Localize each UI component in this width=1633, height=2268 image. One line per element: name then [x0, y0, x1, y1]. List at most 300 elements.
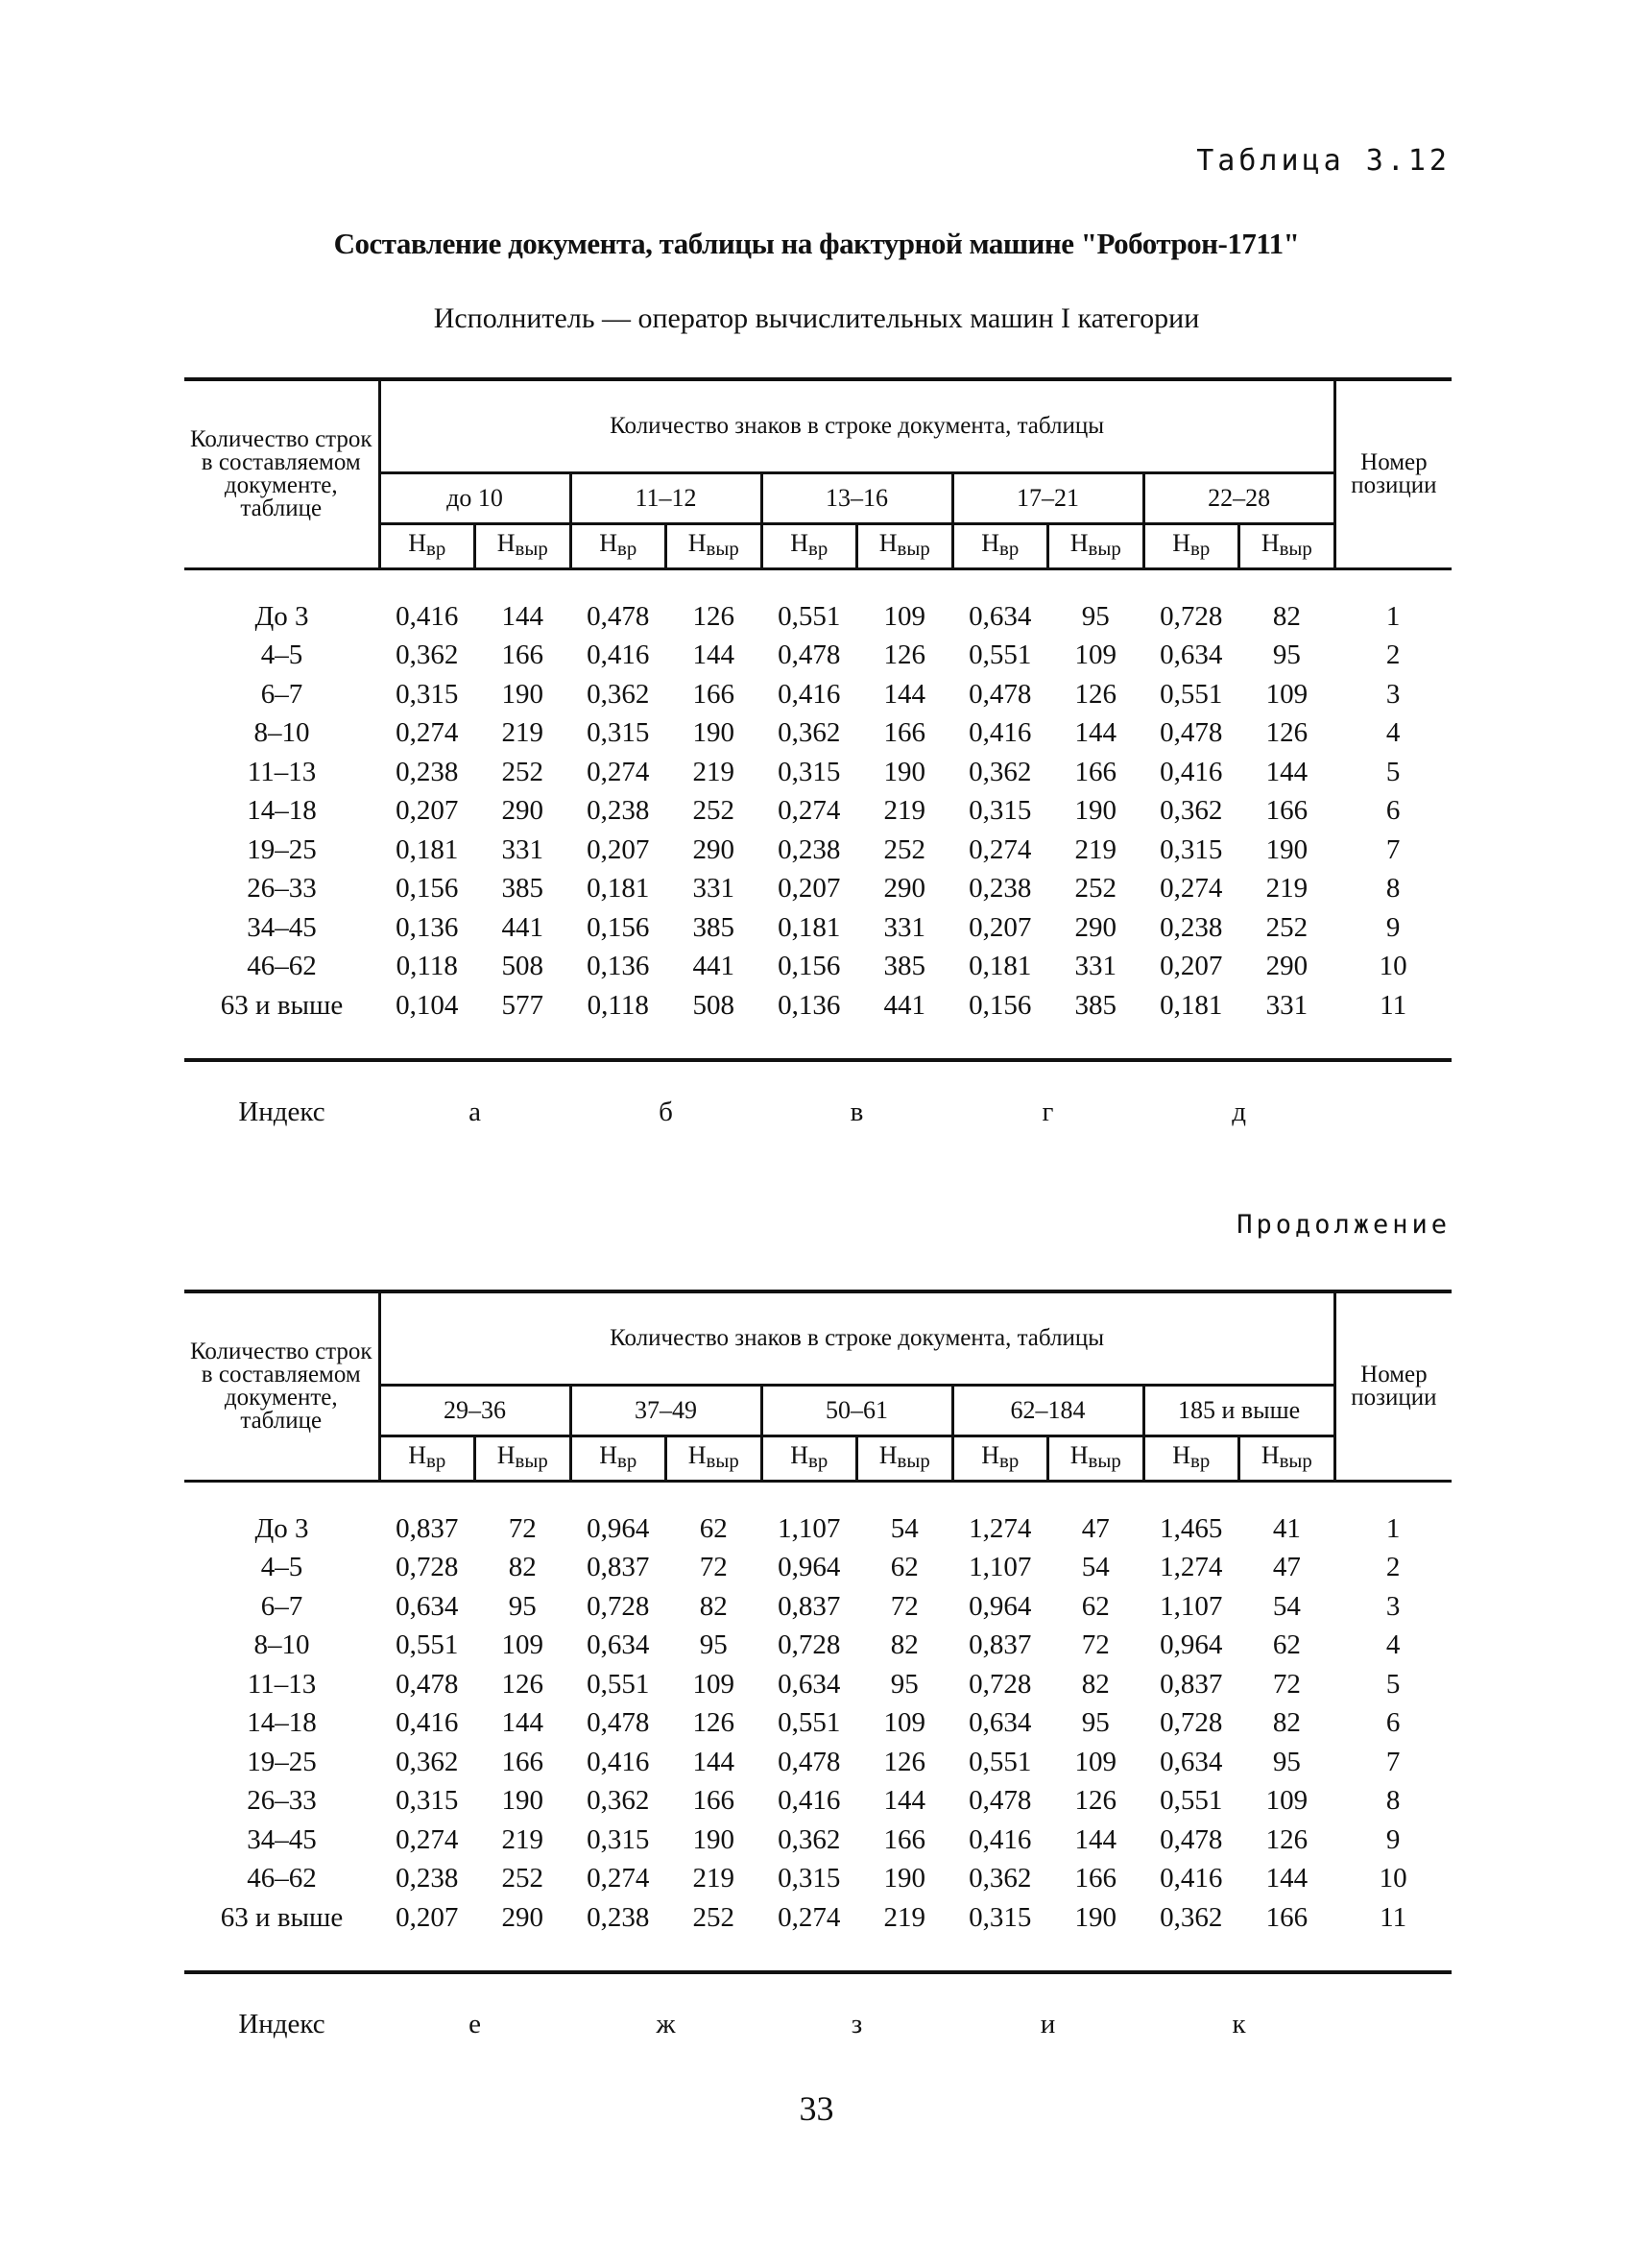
norm-output-cell: 126 [692, 1707, 734, 1739]
norm-time-header-subscript: вр [999, 538, 1020, 560]
row-label: 4–5 [260, 639, 303, 671]
norm-time-cell: 0,634 [969, 600, 1032, 632]
table-row [184, 792, 1452, 832]
norm-output-header [1048, 1436, 1144, 1482]
row-label: 8–10 [253, 1629, 310, 1661]
norm-output-cell: 385 [1048, 986, 1144, 1060]
norm-output-header-letter: Н [496, 529, 516, 557]
index-letter: а [468, 1097, 481, 1127]
norm-output-cell: 144 [883, 1785, 925, 1817]
norm-time-header [570, 524, 666, 569]
index-row [184, 1972, 1452, 2059]
norm-output-header-subscript: выр [897, 1450, 930, 1472]
norm-output-header-letter: Н [878, 529, 898, 557]
norm-output-header-subscript: выр [897, 538, 930, 560]
row-label: 63 и выше [184, 1898, 379, 1972]
row-label: 19–25 [247, 833, 317, 865]
norm-output-cell: 126 [883, 639, 925, 671]
norm-time-cell: 0,136 [761, 986, 857, 1060]
row-label: 4–5 [260, 1552, 303, 1583]
norm-time-cell: 1,465 [1160, 1512, 1223, 1544]
rows-count-header: Количество строк в составляемом документе, таблице [184, 1291, 379, 1482]
norm-time-header-letter: Н [790, 1441, 809, 1469]
table-row [184, 1743, 1452, 1782]
position-number: 7 [1385, 1746, 1401, 1777]
row-label: 26–33 [247, 873, 317, 905]
norm-time-header-subscript: вр [999, 1450, 1020, 1472]
norm-output-cell: 252 [1265, 911, 1309, 943]
chars-range-header: 29–36 [379, 1386, 570, 1436]
norm-output-cell: 82 [890, 1629, 919, 1661]
header-row [184, 379, 1452, 473]
norm-output-cell: 331 [1074, 951, 1117, 982]
norm-output-cell: 72 [1272, 1668, 1301, 1700]
norm-output-cell: 144 [883, 678, 925, 710]
norm-time-cell: 0,728 [396, 1552, 459, 1583]
table-row [184, 870, 1452, 909]
row-label: 34–45 [247, 1823, 317, 1855]
norm-output-cell: 166 [501, 639, 543, 671]
norm-time-cell: 0,315 [587, 717, 650, 749]
norm-output-cell: 41 [1272, 1512, 1301, 1544]
norm-time-header [952, 1436, 1048, 1482]
norm-output-cell: 290 [883, 873, 925, 905]
index-letter: б [659, 1097, 673, 1127]
norm-output-cell: 290 [1074, 911, 1117, 943]
norm-time-cell: 0,156 [396, 873, 459, 905]
norm-time-cell: 0,551 [778, 1707, 841, 1739]
table-row [184, 1665, 1452, 1704]
norm-time-cell: 1,107 [969, 1552, 1032, 1583]
norm-time-cell: 0,478 [1160, 717, 1223, 749]
norm-output-header-subscript: выр [1088, 538, 1121, 560]
norm-time-header [570, 1436, 666, 1482]
norm-time-cell: 0,362 [587, 1785, 650, 1817]
position-number: 3 [1385, 1590, 1401, 1622]
norm-output-cell: 577 [475, 986, 571, 1060]
row-label: 46–62 [247, 1863, 317, 1894]
norm-output-cell: 54 [1272, 1590, 1301, 1622]
norm-time-cell: 0,416 [587, 639, 650, 671]
norm-time-header-subscript: вр [426, 1450, 446, 1472]
norm-time-header-letter: Н [599, 529, 618, 557]
position-number: 2 [1385, 1552, 1401, 1583]
norm-time-cell: 0,634 [587, 1629, 650, 1661]
norm-time-header-letter: Н [790, 529, 809, 557]
norm-time-cell: 0,362 [396, 639, 459, 671]
norm-time-cell: 0,362 [1160, 795, 1223, 827]
position-number: 7 [1385, 833, 1401, 865]
position-number: 9 [1385, 1823, 1401, 1855]
norm-output-cell: 166 [1239, 1898, 1335, 1972]
norm-time-cell: 0,181 [1143, 986, 1239, 1060]
norm-output-header-letter: Н [1069, 1441, 1089, 1469]
table-row [184, 675, 1452, 714]
norm-output-cell: 82 [699, 1590, 728, 1622]
position-number: 1 [1385, 1512, 1401, 1544]
position-number: 6 [1385, 795, 1401, 827]
norm-output-header-letter: Н [1261, 1441, 1280, 1469]
norm-time-header [952, 524, 1048, 569]
norm-output-header-letter: Н [496, 1441, 516, 1469]
norm-output-cell: 166 [1265, 795, 1309, 827]
norm-output-cell: 95 [699, 1629, 728, 1661]
norm-time-cell: 0,551 [1160, 678, 1223, 710]
norm-output-cell: 72 [699, 1552, 728, 1583]
index-letter: г [1042, 1097, 1054, 1127]
norm-time-cell: 0,837 [778, 1590, 841, 1622]
norm-output-header [475, 524, 571, 569]
header-row [184, 1291, 1452, 1386]
norm-output-cell: 219 [1074, 833, 1117, 865]
norm-time-header [379, 1436, 475, 1482]
position-header: Номер позиции [1334, 1291, 1452, 1482]
norm-time-cell: 0,728 [587, 1590, 650, 1622]
norm-output-header [1239, 524, 1335, 569]
norm-time-cell: 0,238 [969, 873, 1032, 905]
norm-time-cell: 0,837 [587, 1552, 650, 1583]
norm-time-cell: 0,362 [778, 1823, 841, 1855]
norm-time-cell: 0,837 [969, 1629, 1032, 1661]
norm-output-cell: 144 [1074, 717, 1117, 749]
norm-output-cell: 62 [1081, 1590, 1110, 1622]
norm-output-header-letter: Н [1261, 529, 1280, 557]
norm-time-cell: 0,416 [778, 678, 841, 710]
norm-time-header-letter: Н [408, 529, 427, 557]
position-number: 5 [1385, 1668, 1401, 1700]
norm-time-cell: 0,362 [969, 756, 1032, 787]
norm-time-header-letter: Н [1172, 529, 1191, 557]
norm-output-cell: 54 [890, 1512, 919, 1544]
norm-output-cell: 109 [883, 1707, 925, 1739]
norm-time-cell: 0,416 [969, 717, 1032, 749]
position-number: 4 [1385, 1629, 1401, 1661]
norm-output-cell: 144 [1265, 756, 1309, 787]
index-letter: з [851, 2009, 863, 2039]
norm-output-cell: 144 [501, 1707, 543, 1739]
norm-output-cell: 290 [1265, 951, 1309, 982]
norm-output-cell: 126 [883, 1746, 925, 1777]
position-number: 4 [1385, 717, 1401, 749]
chars-range-header: 37–49 [570, 1386, 761, 1436]
row-label: 8–10 [253, 717, 310, 749]
norm-time-cell: 0,315 [587, 1823, 650, 1855]
norm-output-cell: 126 [1074, 678, 1117, 710]
norm-time-header [1143, 1436, 1239, 1482]
position-header: Номер позиции [1334, 379, 1452, 569]
norm-time-cell: 0,634 [969, 1707, 1032, 1739]
chars-range-header: 185 и выше [1143, 1386, 1334, 1436]
norm-time-cell: 0,478 [969, 678, 1032, 710]
norm-output-cell: 109 [501, 1629, 543, 1661]
norm-output-header-subscript: выр [1279, 1450, 1312, 1472]
norm-output-cell: 290 [692, 833, 734, 865]
norm-output-cell: 126 [1265, 1823, 1309, 1855]
norm-output-cell: 82 [1272, 600, 1301, 632]
norm-output-cell: 126 [1265, 717, 1309, 749]
norm-time-cell: 0,315 [778, 1863, 841, 1894]
norm-time-header-letter: Н [981, 529, 1000, 557]
norm-output-header [1239, 1436, 1335, 1482]
norm-time-cell: 1,107 [1160, 1590, 1223, 1622]
row-label: 6–7 [260, 1590, 303, 1622]
norm-output-header [857, 524, 953, 569]
norm-time-cell: 0,207 [1160, 951, 1223, 982]
norm-output-cell: 166 [692, 678, 734, 710]
index-empty [1334, 1972, 1452, 2059]
norm-time-cell: 0,181 [587, 873, 650, 905]
norm-time-header-subscript: вр [1190, 1450, 1211, 1472]
norm-output-header-subscript: выр [515, 538, 548, 560]
norm-output-cell: 54 [1081, 1552, 1110, 1583]
norm-time-cell: 0,274 [587, 1863, 650, 1894]
norm-time-cell: 0,274 [587, 756, 650, 787]
row-label: 26–33 [247, 1785, 317, 1817]
chars-range-header: 11–12 [570, 473, 761, 524]
norm-output-cell: 166 [1074, 1863, 1117, 1894]
norm-time-cell: 0,315 [1160, 833, 1223, 865]
norm-time-header-subscript: вр [1190, 538, 1211, 560]
norm-time-cell: 0,416 [587, 1746, 650, 1777]
norm-time-cell: 0,478 [1160, 1823, 1223, 1855]
norm-time-cell: 0,238 [396, 1863, 459, 1894]
norm-time-cell: 0,274 [1160, 873, 1223, 905]
norm-time-cell: 0,478 [969, 1785, 1032, 1817]
norm-time-cell: 0,207 [379, 1898, 475, 1972]
row-label: 19–25 [247, 1746, 317, 1777]
norm-output-cell: 190 [1265, 833, 1309, 865]
index-letter: ж [656, 2009, 676, 2039]
norm-time-cell: 0,207 [396, 795, 459, 827]
norm-time-cell: 0,964 [1160, 1629, 1223, 1661]
chars-range-header: 50–61 [761, 1386, 952, 1436]
norm-output-cell: 144 [692, 1746, 734, 1777]
table-row [184, 637, 1452, 676]
norm-time-cell: 0,416 [1160, 756, 1223, 787]
norm-output-cell: 219 [1265, 873, 1309, 905]
page-title: Составление документа, таблицы на фактурной машине "Роботрон-1711" [333, 227, 1300, 260]
norm-output-header-subscript: выр [706, 538, 739, 560]
norm-output-cell: 252 [501, 756, 543, 787]
norm-output-cell: 47 [1272, 1552, 1301, 1583]
norm-output-cell: 219 [501, 1823, 543, 1855]
norm-time-cell: 0,238 [587, 795, 650, 827]
norm-time-cell: 0,551 [396, 1629, 459, 1661]
page-number: 33 [799, 2089, 834, 2128]
norm-output-cell: 144 [692, 639, 734, 671]
norm-output-cell: 252 [1074, 873, 1117, 905]
norm-output-cell: 508 [666, 986, 762, 1060]
norm-time-header-subscript: вр [808, 1450, 829, 1472]
norm-output-cell: 126 [501, 1668, 543, 1700]
continuation-label: Продолжение [1237, 1210, 1451, 1240]
norm-output-header-letter: Н [878, 1441, 898, 1469]
norm-time-cell: 0,551 [778, 600, 841, 632]
norm-time-cell: 0,156 [778, 951, 841, 982]
norm-time-cell: 0,478 [778, 1746, 841, 1777]
norm-output-header-letter: Н [1069, 529, 1089, 557]
norm-output-cell: 441 [501, 911, 543, 943]
norm-output-cell: 219 [501, 717, 543, 749]
norm-time-cell: 0,478 [778, 639, 841, 671]
position-number: 2 [1385, 639, 1401, 671]
norm-output-cell: 166 [692, 1785, 734, 1817]
norm-output-cell: 82 [1081, 1668, 1110, 1700]
row-label: 63 и выше [184, 986, 379, 1060]
norm-output-cell: 62 [699, 1512, 728, 1544]
norm-output-cell: 144 [1265, 1863, 1309, 1894]
norm-time-cell: 0,238 [778, 833, 841, 865]
norm-output-cell: 109 [1074, 1746, 1117, 1777]
norm-output-cell: 72 [1081, 1629, 1110, 1661]
norms-table-2 [184, 1290, 1452, 2059]
table-number: Таблица 3.12 [1196, 144, 1451, 178]
norm-time-cell: 0,207 [778, 873, 841, 905]
table-row [184, 1860, 1452, 1899]
norm-time-cell: 0,136 [396, 911, 459, 943]
norm-time-cell: 0,416 [1160, 1863, 1223, 1894]
norm-time-cell: 0,728 [778, 1629, 841, 1661]
position-number: 11 [1334, 986, 1452, 1060]
norm-time-cell: 0,551 [587, 1668, 650, 1700]
norm-time-cell: 0,136 [587, 951, 650, 982]
norm-time-cell: 0,207 [969, 911, 1032, 943]
norm-time-cell: 0,156 [952, 986, 1048, 1060]
norm-time-cell: 0,274 [778, 795, 841, 827]
norm-output-cell: 144 [1074, 1823, 1117, 1855]
norm-time-cell: 0,634 [396, 1590, 459, 1622]
norm-output-cell: 190 [501, 678, 543, 710]
position-number: 11 [1334, 1898, 1452, 1972]
norm-output-cell: 252 [501, 1863, 543, 1894]
index-label: Индекс [238, 1097, 325, 1127]
table-row [184, 1587, 1452, 1627]
index-letter: д [1232, 1097, 1246, 1127]
norm-output-cell: 290 [475, 1898, 571, 1972]
norm-output-cell: 508 [501, 951, 543, 982]
norm-output-cell: 252 [883, 833, 925, 865]
norm-time-cell: 0,238 [570, 1898, 666, 1972]
norm-time-cell: 0,964 [587, 1512, 650, 1544]
subtitle: Исполнитель — оператор вычислительных машин I категории [433, 302, 1200, 334]
norm-time-cell: 0,315 [969, 795, 1032, 827]
norm-output-cell: 109 [883, 600, 925, 632]
norm-output-cell: 95 [1081, 1707, 1110, 1739]
norm-time-cell: 0,181 [969, 951, 1032, 982]
norm-output-cell: 82 [508, 1552, 537, 1583]
norm-output-header [666, 1436, 762, 1482]
norm-time-cell: 0,964 [778, 1552, 841, 1583]
norm-output-cell: 126 [692, 600, 734, 632]
norm-output-cell: 190 [883, 756, 925, 787]
rows-count-header: Количество строк в составляемом документе, таблице [184, 379, 379, 569]
norm-time-cell: 0,837 [396, 1512, 459, 1544]
norm-output-cell: 252 [692, 795, 734, 827]
norm-output-cell: 190 [883, 1863, 925, 1894]
norm-time-cell: 1,274 [1160, 1552, 1223, 1583]
index-letter: е [468, 2009, 481, 2039]
position-number: 9 [1385, 911, 1401, 943]
norm-time-header [1143, 524, 1239, 569]
chars-range-header: 17–21 [952, 473, 1143, 524]
norm-time-cell: 0,181 [396, 833, 459, 865]
index-row [184, 1060, 1452, 1146]
norm-time-cell: 0,315 [396, 1785, 459, 1817]
index-letter: в [850, 1097, 864, 1127]
chars-range-header: 62–184 [952, 1386, 1143, 1436]
norm-output-header-subscript: выр [1088, 1450, 1121, 1472]
norm-time-header-letter: Н [408, 1441, 427, 1469]
table-row [184, 1549, 1452, 1588]
norm-output-cell: 190 [1074, 795, 1117, 827]
norm-time-cell: 0,478 [396, 1668, 459, 1700]
norm-output-header [666, 524, 762, 569]
norm-output-cell: 219 [883, 795, 925, 827]
norm-time-cell: 0,362 [1143, 1898, 1239, 1972]
norm-output-cell: 290 [501, 795, 543, 827]
norm-time-cell: 0,964 [969, 1590, 1032, 1622]
norm-output-cell: 72 [890, 1590, 919, 1622]
table-row [184, 1482, 1452, 1549]
position-number: 5 [1385, 756, 1401, 787]
table-row [184, 1782, 1452, 1822]
norm-output-cell: 190 [1048, 1898, 1144, 1972]
norm-output-cell: 252 [666, 1898, 762, 1972]
norm-time-header [761, 524, 857, 569]
row-label: 34–45 [247, 911, 317, 943]
norm-time-cell: 0,118 [570, 986, 666, 1060]
norm-output-header-subscript: выр [1279, 538, 1312, 560]
norm-time-cell: 0,118 [396, 951, 458, 982]
norm-output-cell: 441 [692, 951, 734, 982]
norm-output-header [475, 1436, 571, 1482]
norm-output-header [857, 1436, 953, 1482]
position-number: 8 [1385, 1785, 1401, 1817]
norm-output-cell: 166 [501, 1746, 543, 1777]
norm-time-cell: 0,728 [969, 1668, 1032, 1700]
position-number: 8 [1385, 873, 1401, 905]
norm-time-header-letter: Н [981, 1441, 1000, 1469]
position-number: 10 [1379, 1863, 1407, 1894]
norm-time-header [379, 524, 475, 569]
norms-table-1 [184, 377, 1452, 1146]
norm-time-cell: 0,238 [396, 756, 459, 787]
norm-time-header [761, 1436, 857, 1482]
row-label: 11–13 [247, 1668, 317, 1700]
norm-output-cell: 166 [883, 717, 925, 749]
norm-output-cell: 95 [1272, 639, 1301, 671]
position-number: 3 [1385, 678, 1401, 710]
norm-output-cell: 331 [501, 833, 543, 865]
norm-output-cell: 166 [1074, 756, 1117, 787]
row-label: 46–62 [247, 951, 317, 982]
norm-output-cell: 72 [508, 1512, 537, 1544]
norm-time-header-subscript: вр [426, 538, 446, 560]
norm-output-cell: 219 [692, 756, 734, 787]
norm-output-cell: 166 [883, 1823, 925, 1855]
norm-time-cell: 0,238 [1160, 911, 1223, 943]
norm-time-cell: 0,315 [952, 1898, 1048, 1972]
norm-time-cell: 0,274 [396, 1823, 459, 1855]
norm-output-cell: 95 [890, 1668, 919, 1700]
row-label: 14–18 [247, 1707, 317, 1739]
norm-time-cell: 0,837 [1160, 1668, 1223, 1700]
chars-range-header: 13–16 [761, 473, 952, 524]
table-row [184, 831, 1452, 870]
position-number: 10 [1379, 951, 1407, 982]
norm-time-cell: 0,104 [379, 986, 475, 1060]
norm-time-cell: 0,274 [969, 833, 1032, 865]
